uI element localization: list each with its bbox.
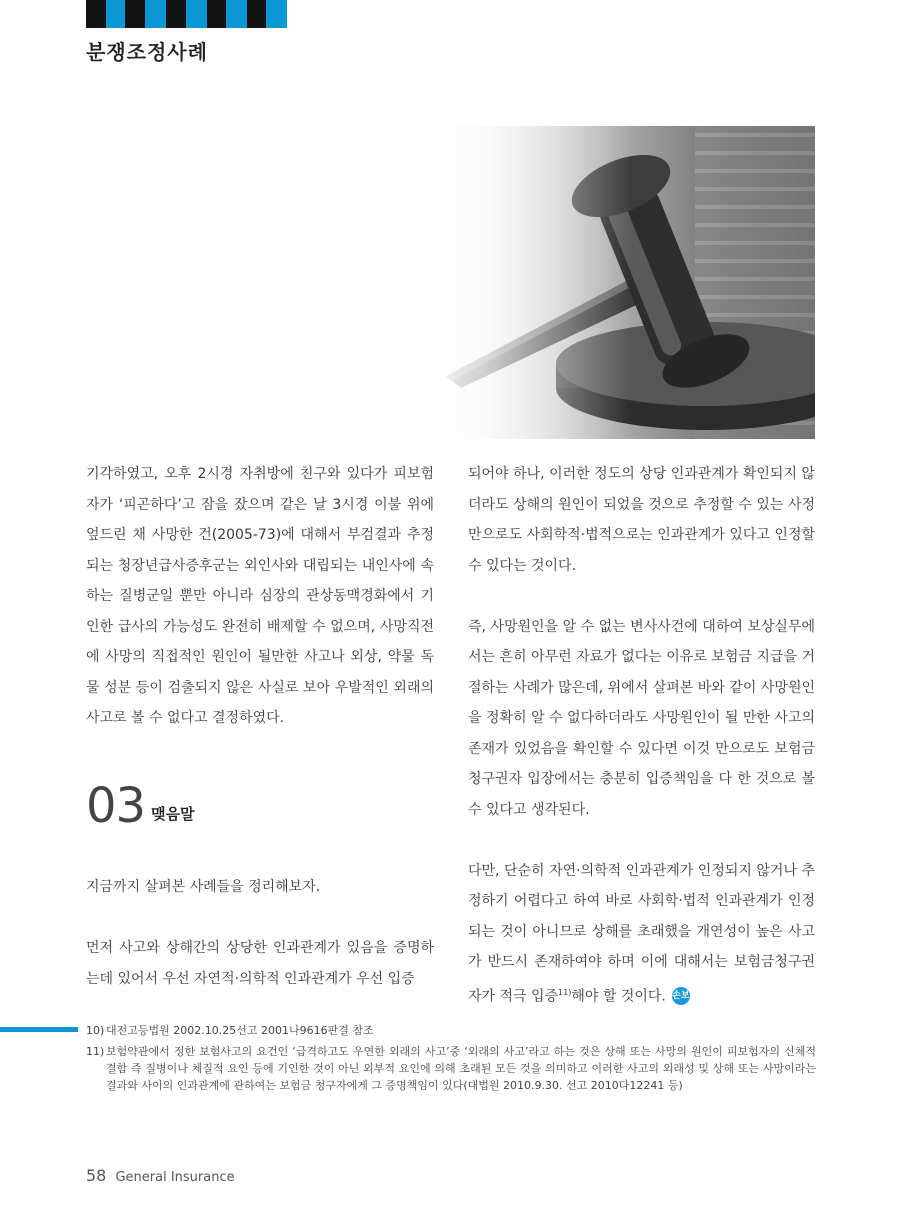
footnote-text: 대전고등법원 2002.10.25선고 2001나9616판결 참조 xyxy=(106,1024,374,1037)
gavel-photo xyxy=(406,126,815,439)
footnotes xyxy=(86,1022,816,1098)
bar-segment xyxy=(186,0,207,28)
bar-segment xyxy=(166,0,186,28)
page-number: 58 xyxy=(86,1166,107,1185)
section-number: 03 xyxy=(86,778,146,834)
bar-segment xyxy=(86,0,106,28)
bar-segment xyxy=(266,0,287,28)
body-paragraph: 즉, 사망원인을 알 수 없는 변사사건에 대하여 보상실무에서는 흔히 아무런 자료가 없다는 이유로 보험금 지급을 거절하는 사례가 많은데, 위에서 살펴본 바와 같이 사망원인을 정확히 알 수 없다하더라도 사망원인이 될 만한 사고의 존재가 있었음을 확인할 수 있다면 이것 만으로도 보험금 청구권자 입장에서는 충분히 입증책임을 다 한 것으로 볼 수 있다고 생각된다. xyxy=(468,618,815,818)
publication-name: General Insurance xyxy=(115,1170,235,1185)
footnote-reference: 11) xyxy=(558,987,572,997)
section-title: 맺음말 xyxy=(151,805,195,823)
right-column xyxy=(468,459,815,1012)
bar-segment xyxy=(226,0,247,28)
body-paragraph: 먼저 사고와 상해간의 상당한 인과관계가 있음을 증명하는데 있어서 우선 자연적·의학적 인과관계가 우선 입증 xyxy=(86,940,434,987)
body-text: 다만, 단순히 자연·의학적 인과관계가 인정되지 않거나 추정하기 어렵다고 하여 바로 사회학·법적 인과관계가 인정되는 것이 아니므로 상해를 초래했을 개연성이 높은 사고가 반드시 존재하여야 하며 이에 대해서는 보험금청구권자가 적극 입증 xyxy=(468,862,815,1005)
bar-segment xyxy=(207,0,226,28)
left-column-lower xyxy=(86,872,434,994)
body-paragraph: 기각하였고, 오후 2시경 자취방에 친구와 있다가 피보험자가 ‘피곤하다’고 잠을 잤으며 같은 날 3시경 이불 위에 엎드린 채 사망한 건(2005-73)에 대해서 부검결과 추정되는 청장년급사증후군는 외인사와 대립되는 내인사에 속하는 질병군일 뿐만 아니라 심장의 관상동맥경화에서 기인한 급사의 가능성도 완전히 배제할 수 없으며, 사망직전에 사망의 직접적인 원인이 될만한 사고나 외상, 약물 독물 성분 등이 검출되지 않은 사실로 보아 우발적인 외래의 사고로 볼 수 없다고 결정하였다. xyxy=(86,466,434,726)
footnote-number: 11) xyxy=(86,1045,105,1058)
header-color-bar xyxy=(86,0,287,28)
bar-segment xyxy=(125,0,145,28)
end-mark-icon: 손보 xyxy=(672,987,690,1005)
body-paragraph: 되어야 하나, 이러한 정도의 상당 인과관계가 확인되지 않더라도 상해의 원인이 되었을 것으로 추정할 수 있는 사정만으로도 사회학적·법적으로는 인과관계가 있다고 인정할 수 있다는 것이다. xyxy=(468,466,815,574)
bar-segment xyxy=(106,0,125,28)
footnote-text: 보험약관에서 정한 보험사고의 요건인 ‘급격하고도 우연한 외래의 사고’중 ‘외래의 사고’라고 하는 것은 상해 또는 사망의 원인이 피보험자의 신체적 결함 즉 질병이나 체질적 요인 등에 기인한 것이 아닌 외부적 요인에 의해 초래된 모든 것을 의미하고 이러한 사고의 외래성 및 상해 또는 사망이라는 결과와 사이의 인과관계에 관하여는 보험금 청구자에게 그 증명책임이 있다(대법원 2010.9.30. 선고 2010다12241 등) xyxy=(106,1045,816,1092)
body-text: 해야 할 것이다. xyxy=(571,988,666,1005)
footnote-divider xyxy=(0,1027,78,1032)
footnote xyxy=(86,1022,816,1039)
bar-segment xyxy=(247,0,266,28)
photo-fade xyxy=(406,126,815,439)
body-paragraph: 지금까지 살펴본 사례들을 정리해보자. xyxy=(86,879,321,895)
bar-segment xyxy=(145,0,166,28)
page-footer xyxy=(86,1166,235,1185)
left-column xyxy=(86,459,434,734)
section-heading xyxy=(86,778,195,834)
footnote xyxy=(86,1043,816,1094)
section-label: 분쟁조정사례 xyxy=(86,40,208,64)
body-paragraph-last xyxy=(468,856,815,1012)
footnote-number: 10) xyxy=(86,1024,105,1037)
